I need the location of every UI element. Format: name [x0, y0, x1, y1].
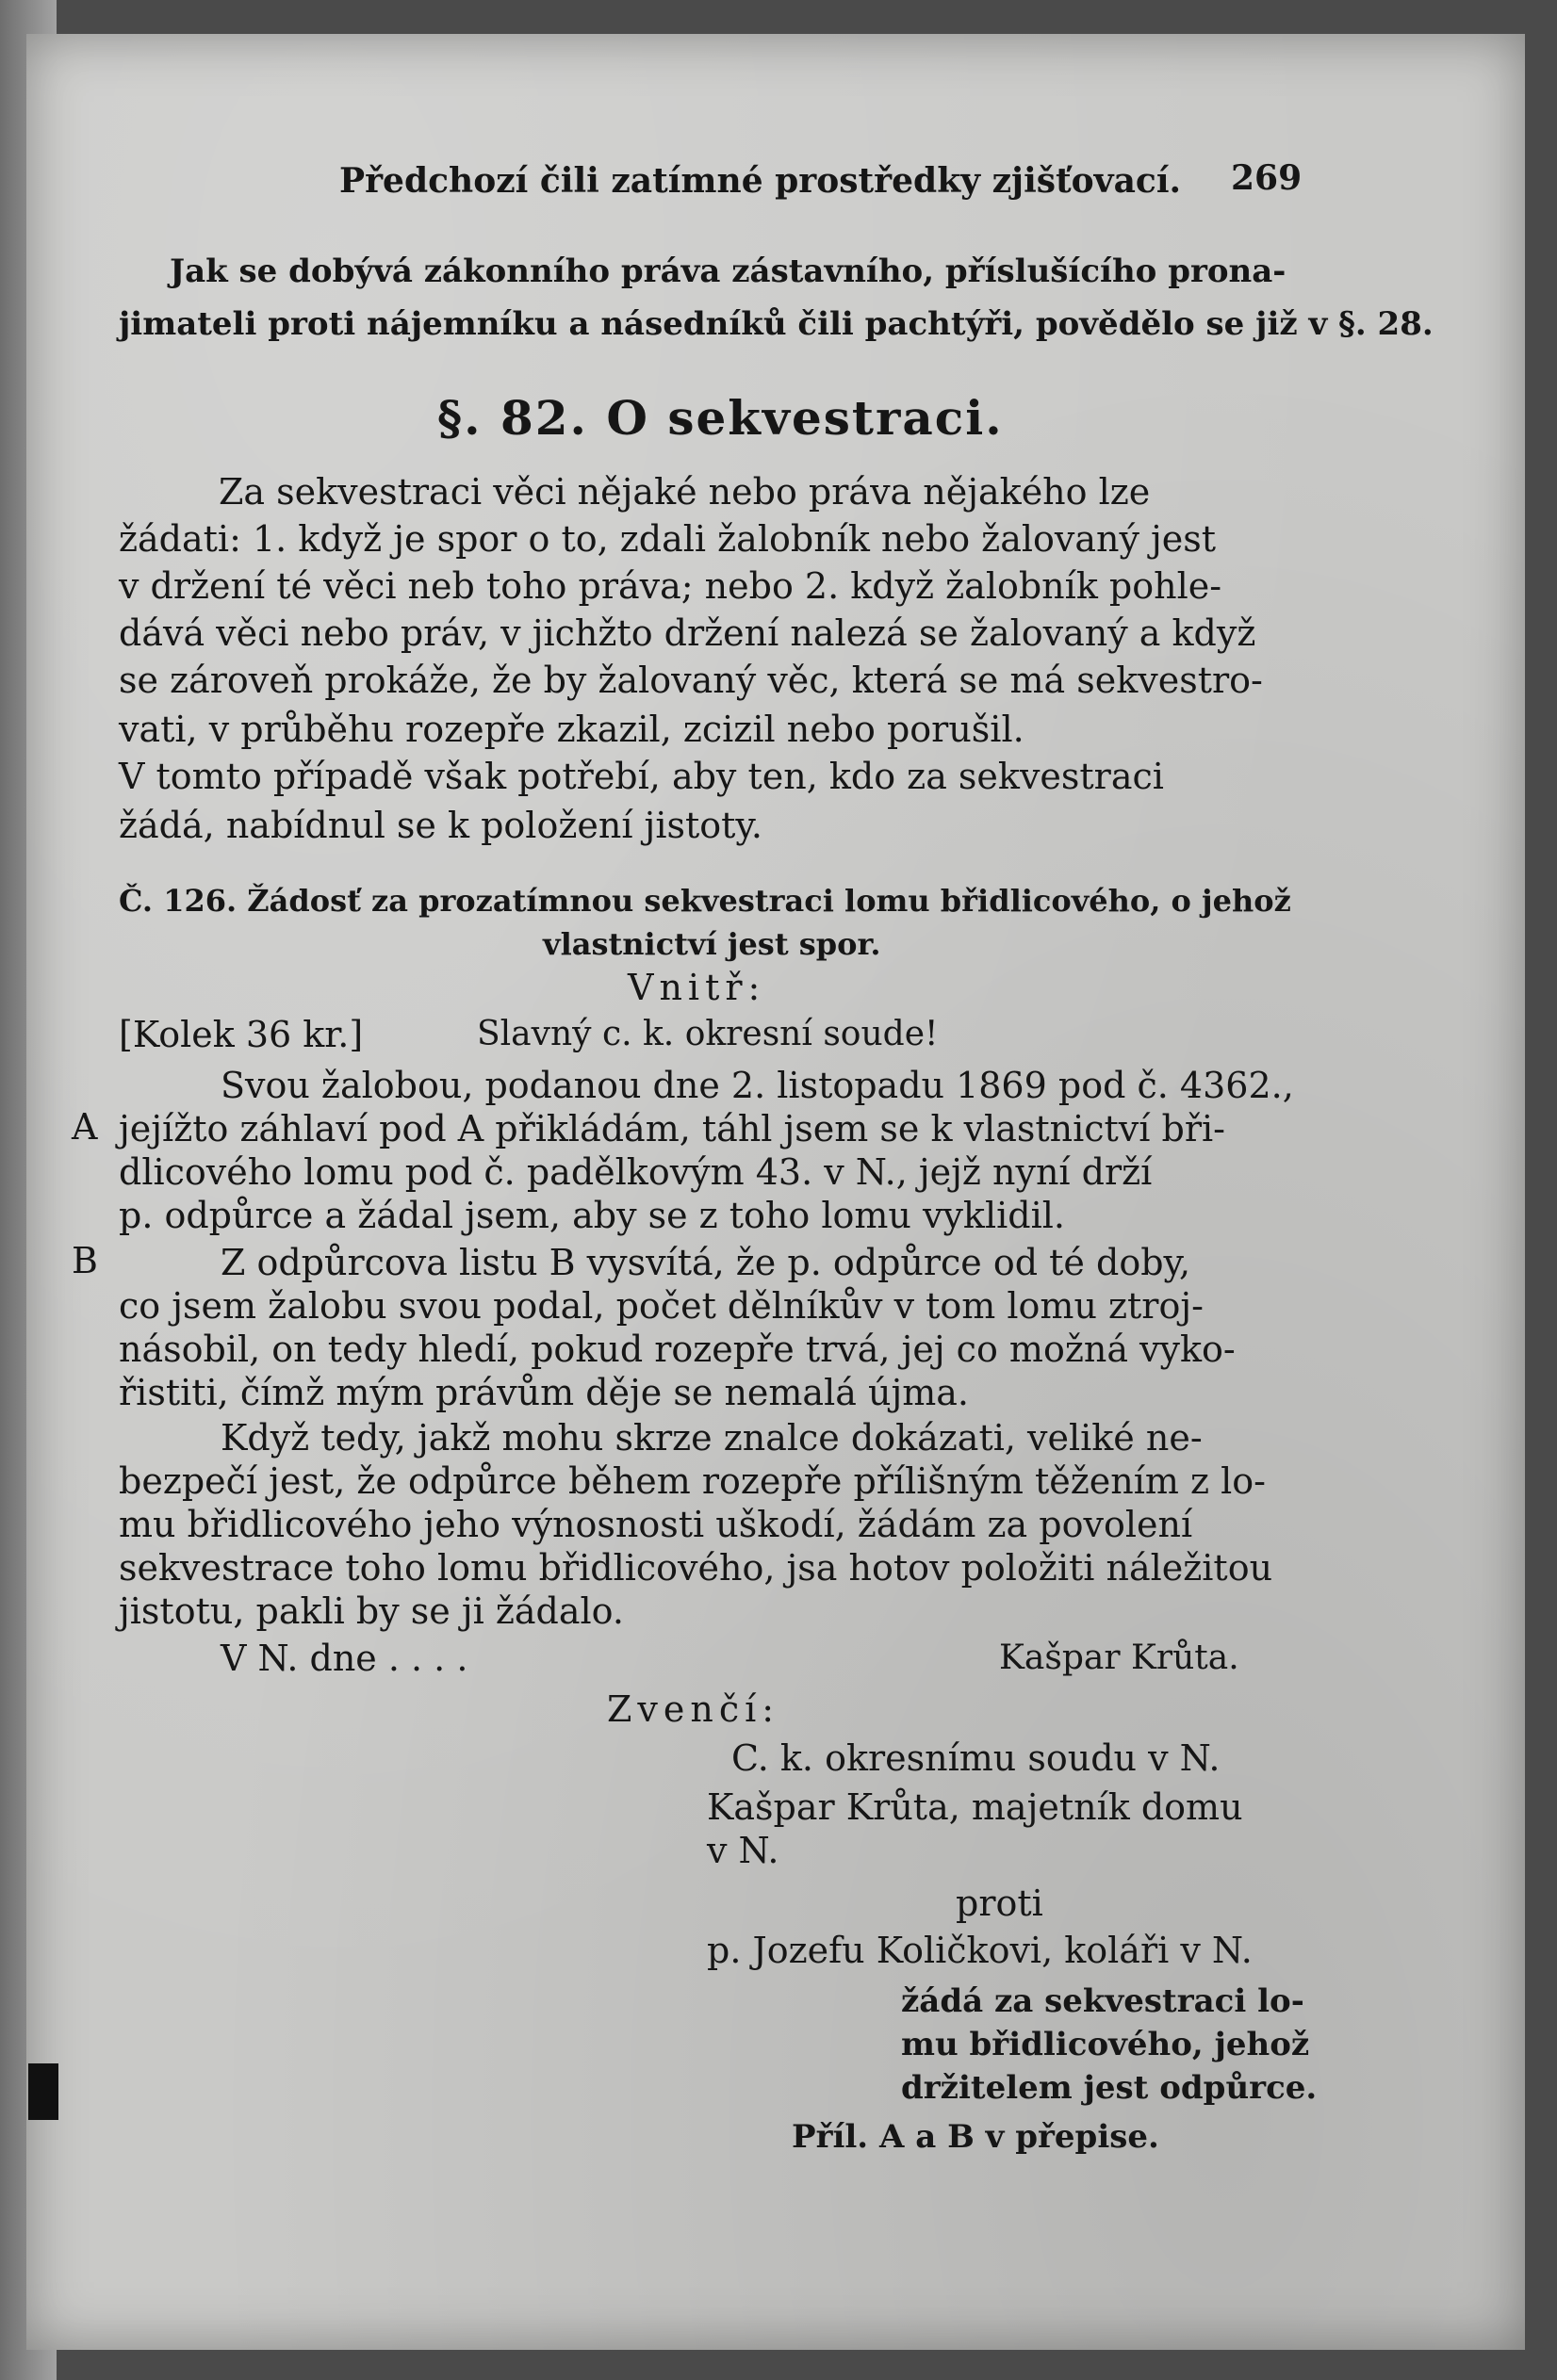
- outside-line-8: držitelem jest odpůrce.: [901, 2069, 1318, 2107]
- letter-line-2: jejížto záhlaví pod A přikládám, táhl jsem se k vlastnictví bři-: [119, 1108, 1225, 1149]
- running-title: Předchozí čili zatímné prostředky zjišťovací.: [339, 161, 1182, 201]
- letter-line-5: Z odpůrcova listu B vysvítá, že p. odpůrce od té doby,: [221, 1242, 1191, 1283]
- intro-line-1: Jak se dobývá zákonního práva zástavního, příslušícího prona-: [170, 253, 1287, 290]
- page-number: 269: [1231, 158, 1303, 198]
- margin-mark-a: A: [72, 1106, 98, 1148]
- outside-line-2: Kašpar Krůta, majetník domu: [707, 1786, 1243, 1828]
- body-line-3: v držení té věci neb toho práva; nebo 2. když žalobník pohle-: [119, 565, 1222, 607]
- body-line-6: vati, v průběhu rozepře zkazil, zcizil nebo porušil.: [119, 709, 1024, 750]
- letter-line-6: co jsem žalobu svou podal, počet dělníkův v tom lomu ztroj-: [119, 1285, 1204, 1327]
- outside-line-7: mu břidlicového, jehož: [901, 2026, 1310, 2063]
- outside-line-1: C. k. okresnímu soudu v N.: [731, 1737, 1221, 1779]
- body-line-7: V tomto případě však potřebí, aby ten, kdo za sekvestraci: [119, 756, 1164, 797]
- letter-line-13: jistotu, pakli by se ji žádalo.: [119, 1590, 624, 1632]
- form-heading-line-2: vlastnictví jest spor.: [543, 926, 881, 962]
- form-heading-line-1: Č. 126. Žádosť za prozatímnou sekvestraci lomu břidlicového, o jehož: [119, 883, 1291, 919]
- letter-line-7: násobil, on tedy hledí, pokud rozepře trvá, jej co možná vyko-: [119, 1329, 1236, 1370]
- letter-line-9: Když tedy, jakž mohu skrze znalce dokázati, veliké ne-: [221, 1417, 1203, 1459]
- ink-stain: [28, 2063, 58, 2120]
- stamp-note: [Kolek 36 kr.]: [119, 1014, 364, 1055]
- section-title: §. 82. O sekvestraci.: [437, 390, 1004, 446]
- outside-line-3: v N.: [707, 1830, 779, 1871]
- letter-line-11: mu břidlicového jeho výnosnosti uškodí, žádám za povolení: [119, 1504, 1193, 1545]
- signature: Kašpar Krůta.: [999, 1638, 1239, 1677]
- body-line-8: žádá, nabídnul se k položení jistoty.: [119, 805, 762, 846]
- outside-line-5: p. Jozefu Količkovi, koláři v N.: [707, 1930, 1253, 1971]
- inside-label: Vnitř:: [628, 967, 766, 1008]
- outside-label: Zvenčí:: [607, 1688, 780, 1730]
- outside-line-6: žádá za sekvestraci lo-: [901, 1982, 1304, 2020]
- outside-line-4: proti: [956, 1883, 1043, 1924]
- body-line-4: dává věci nebo práv, v jichžto držení nalezá se žalovaný a když: [119, 612, 1256, 654]
- body-line-2: žádati: 1. když je spor o to, zdali žalobník nebo žalovaný jest: [119, 518, 1217, 560]
- body-line-1: Za sekvestraci věci nějaké nebo práva nějakého lze: [219, 471, 1151, 513]
- letter-line-10: bezpečí jest, že odpůrce během rozepře přílišným těžením z lo-: [119, 1460, 1266, 1502]
- place-date: V N. dne . . . .: [221, 1638, 468, 1679]
- outside-line-9: Příl. A a B v přepise.: [792, 2118, 1159, 2156]
- intro-line-2: jimateli proti nájemníku a násedníků čili pachtýři, povědělo se již v §. 28.: [119, 305, 1434, 343]
- letter-line-4: p. odpůrce a žádal jsem, aby se z toho lomu vyklidil.: [119, 1195, 1065, 1236]
- letter-line-8: řistiti, čímž mým právům děje se nemalá újma.: [119, 1372, 969, 1413]
- letter-line-3: dlicového lomu pod č. padělkovým 43. v N., jejž nyní drží: [119, 1151, 1153, 1193]
- court-address: Slavný c. k. okresní soude!: [477, 1015, 939, 1053]
- body-line-5: se zároveň prokáže, že by žalovaný věc, která se má sekvestro-: [119, 660, 1263, 701]
- letter-line-12: sekvestrace toho lomu břidlicového, jsa hotov položiti náležitou: [119, 1547, 1273, 1589]
- letter-line-1: Svou žalobou, podanou dne 2. listopadu 1869 pod č. 4362.,: [221, 1065, 1294, 1106]
- margin-mark-b: B: [72, 1240, 98, 1281]
